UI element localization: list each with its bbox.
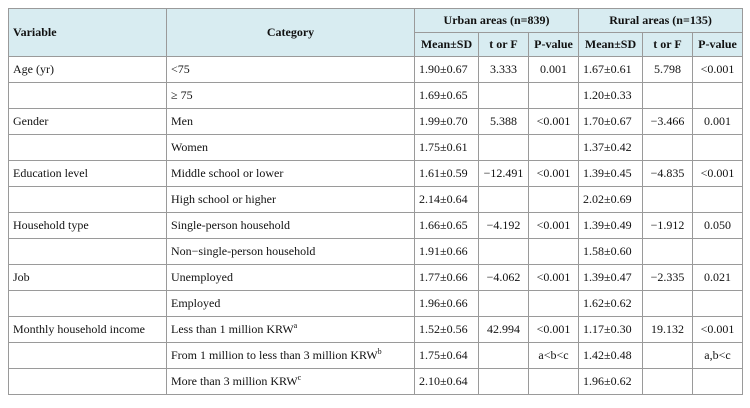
urban-p-value-cell	[529, 135, 579, 161]
variable-cell	[9, 369, 167, 395]
rural-mean-sd-cell	[579, 213, 643, 239]
urban-p-value-cell	[529, 187, 579, 213]
category-cell	[167, 265, 415, 291]
rural-p-value-cell	[693, 239, 743, 265]
urban-p-value-cell	[529, 239, 579, 265]
rural-t-or-f-cell	[643, 161, 693, 187]
urban-mean-sd-cell	[415, 83, 479, 109]
rural-mean-sd-cell	[579, 317, 643, 343]
urban-p-value-text: <0.001	[536, 166, 571, 180]
rural-mean-sd-text: 1.67±0.61	[583, 62, 632, 76]
rural-t-or-f-text: 19.132	[651, 322, 685, 336]
rural-p-value-cell	[693, 213, 743, 239]
urban-mean-sd-cell	[415, 343, 479, 369]
urban-t-or-f-text: 5.388	[490, 114, 517, 128]
category-text: Men	[171, 114, 193, 128]
category-cell	[167, 213, 415, 239]
rural-p-value-text: 0.050	[704, 218, 732, 232]
rural-p-value-cell	[693, 187, 743, 213]
rural-p-value-text: 0.001	[704, 114, 732, 128]
category-cell	[167, 369, 415, 395]
urban-mean-sd-text: 1.66±0.65	[419, 218, 468, 232]
category-text: From 1 million to less than 3 million KRW	[171, 348, 378, 362]
urban-mean-sd-cell	[415, 239, 479, 265]
category-text: Employed	[171, 296, 221, 310]
urban-t-or-f-cell	[479, 109, 529, 135]
urban-t-or-f-cell	[479, 213, 529, 239]
rural-t-or-f-cell	[643, 291, 693, 317]
category-text: Unemployed	[171, 270, 233, 284]
urban-p-value-cell	[529, 317, 579, 343]
header-urban-t-or-f: t or F	[479, 33, 529, 57]
rural-p-value-cell	[693, 369, 743, 395]
header-urban: Urban areas (n=839)	[415, 9, 579, 33]
rural-t-or-f-cell	[643, 213, 693, 239]
rural-mean-sd-cell	[579, 369, 643, 395]
urban-mean-sd-text: 1.61±0.59	[419, 166, 468, 180]
table-row	[9, 239, 743, 265]
rural-p-value-cell	[693, 135, 743, 161]
urban-t-or-f-cell	[479, 265, 529, 291]
urban-t-or-f-cell	[479, 317, 529, 343]
variable-text: Gender	[13, 114, 49, 128]
variable-text: Age (yr)	[13, 62, 54, 76]
category-cell	[167, 187, 415, 213]
header-rural-t-or-f: t or F	[643, 33, 693, 57]
category-cell	[167, 57, 415, 83]
urban-mean-sd-text: 1.96±0.66	[419, 296, 468, 310]
category-cell	[167, 83, 415, 109]
urban-t-or-f-cell	[479, 161, 529, 187]
rural-mean-sd-text: 2.02±0.69	[583, 192, 632, 206]
category-text: Single-person household	[171, 218, 290, 232]
rural-p-value-text: <0.001	[700, 166, 735, 180]
header-variable: Variable	[9, 9, 167, 57]
rural-p-value-cell	[693, 265, 743, 291]
rural-p-value-cell	[693, 317, 743, 343]
urban-p-value-cell	[529, 291, 579, 317]
urban-p-value-cell	[529, 83, 579, 109]
table-row	[9, 265, 743, 291]
rural-t-or-f-text: −3.466	[650, 114, 685, 128]
rural-t-or-f-cell	[643, 57, 693, 83]
rural-p-value-text: 0.021	[704, 270, 732, 284]
table-row	[9, 135, 743, 161]
urban-mean-sd-cell	[415, 317, 479, 343]
category-text: More than 3 million KRW	[171, 374, 298, 388]
urban-mean-sd-text: 2.14±0.64	[419, 192, 468, 206]
rural-mean-sd-text: 1.96±0.62	[583, 374, 632, 388]
category-text: Middle school or lower	[171, 166, 284, 180]
rural-mean-sd-cell	[579, 109, 643, 135]
urban-p-value-cell	[529, 265, 579, 291]
variable-cell	[9, 213, 167, 239]
rural-t-or-f-cell	[643, 317, 693, 343]
rural-p-value-text: a,b<c	[704, 348, 731, 362]
table-row	[9, 291, 743, 317]
urban-p-value-text: <0.001	[536, 218, 571, 232]
urban-p-value-cell	[529, 109, 579, 135]
urban-t-or-f-cell	[479, 291, 529, 317]
rural-p-value-cell	[693, 343, 743, 369]
rural-t-or-f-cell	[643, 135, 693, 161]
category-cell	[167, 135, 415, 161]
rural-t-or-f-cell	[643, 187, 693, 213]
header-urban-mean-sd: Mean±SD	[415, 33, 479, 57]
category-cell	[167, 109, 415, 135]
variable-text: Job	[13, 270, 30, 284]
variable-cell	[9, 239, 167, 265]
table-row	[9, 161, 743, 187]
category-text: Women	[171, 140, 209, 154]
urban-mean-sd-text: 1.52±0.56	[419, 322, 468, 336]
rural-mean-sd-text: 1.70±0.67	[583, 114, 632, 128]
urban-mean-sd-text: 1.75±0.61	[419, 140, 468, 154]
urban-t-or-f-cell	[479, 369, 529, 395]
rural-mean-sd-cell	[579, 265, 643, 291]
category-cell	[167, 317, 415, 343]
urban-mean-sd-cell	[415, 369, 479, 395]
urban-p-value-text: <0.001	[536, 270, 571, 284]
urban-t-or-f-text: −4.062	[486, 270, 521, 284]
rural-mean-sd-cell	[579, 239, 643, 265]
rural-t-or-f-cell	[643, 343, 693, 369]
table-row	[9, 317, 743, 343]
urban-mean-sd-cell	[415, 135, 479, 161]
urban-mean-sd-text: 1.77±0.66	[419, 270, 468, 284]
header-category: Category	[167, 9, 415, 57]
urban-t-or-f-cell	[479, 83, 529, 109]
urban-t-or-f-cell	[479, 187, 529, 213]
variable-cell	[9, 291, 167, 317]
variable-cell	[9, 135, 167, 161]
rural-mean-sd-cell	[579, 291, 643, 317]
rural-p-value-cell	[693, 109, 743, 135]
rural-mean-sd-cell	[579, 57, 643, 83]
rural-t-or-f-text: −4.835	[650, 166, 685, 180]
rural-mean-sd-text: 1.62±0.62	[583, 296, 632, 310]
header-urban-p-value: P-value	[529, 33, 579, 57]
table-row	[9, 213, 743, 239]
rural-mean-sd-text: 1.42±0.48	[583, 348, 632, 362]
urban-p-value-cell	[529, 343, 579, 369]
urban-mean-sd-text: 1.90±0.67	[419, 62, 468, 76]
variable-cell	[9, 343, 167, 369]
variable-cell	[9, 187, 167, 213]
urban-t-or-f-text: −4.192	[486, 218, 521, 232]
rural-mean-sd-cell	[579, 343, 643, 369]
category-cell	[167, 239, 415, 265]
urban-t-or-f-cell	[479, 343, 529, 369]
rural-p-value-cell	[693, 161, 743, 187]
category-footnote-marker: b	[377, 347, 382, 356]
category-text: Non−single-person household	[171, 244, 316, 258]
rural-p-value-cell	[693, 57, 743, 83]
rural-t-or-f-cell	[643, 109, 693, 135]
urban-mean-sd-text: 1.99±0.70	[419, 114, 468, 128]
rural-mean-sd-text: 1.58±0.60	[583, 244, 632, 258]
urban-mean-sd-cell	[415, 213, 479, 239]
urban-t-or-f-cell	[479, 239, 529, 265]
rural-t-or-f-cell	[643, 265, 693, 291]
table-row	[9, 83, 743, 109]
rural-t-or-f-text: −1.912	[650, 218, 685, 232]
rural-p-value-text: <0.001	[700, 322, 735, 336]
header-rural-p-value: P-value	[693, 33, 743, 57]
rural-mean-sd-text: 1.39±0.49	[583, 218, 632, 232]
table-row	[9, 187, 743, 213]
category-footnote-marker: c	[297, 373, 302, 382]
rural-mean-sd-cell	[579, 161, 643, 187]
variable-cell	[9, 57, 167, 83]
table-row	[9, 343, 743, 369]
urban-p-value-text: <0.001	[536, 114, 571, 128]
urban-mean-sd-text: 1.91±0.66	[419, 244, 468, 258]
urban-mean-sd-text: 1.75±0.64	[419, 348, 468, 362]
urban-mean-sd-cell	[415, 265, 479, 291]
rural-mean-sd-text: 1.39±0.47	[583, 270, 632, 284]
urban-mean-sd-text: 1.69±0.65	[419, 88, 468, 102]
urban-mean-sd-cell	[415, 187, 479, 213]
rural-t-or-f-cell	[643, 369, 693, 395]
urban-mean-sd-cell	[415, 57, 479, 83]
rural-t-or-f-text: −2.335	[650, 270, 685, 284]
rural-mean-sd-text: 1.37±0.42	[583, 140, 632, 154]
urban-p-value-text: 0.001	[540, 62, 567, 76]
variable-text: Household type	[13, 218, 89, 232]
category-footnote-marker: a	[293, 321, 298, 330]
rural-p-value-text: <0.001	[700, 62, 735, 76]
urban-p-value-cell	[529, 57, 579, 83]
urban-p-value-cell	[529, 161, 579, 187]
table-body	[9, 57, 743, 395]
rural-mean-sd-text: 1.39±0.45	[583, 166, 632, 180]
urban-t-or-f-text: 42.994	[487, 322, 520, 336]
variable-cell	[9, 265, 167, 291]
rural-t-or-f-cell	[643, 83, 693, 109]
variable-text: Monthly household income	[13, 322, 145, 336]
urban-t-or-f-cell	[479, 135, 529, 161]
rural-mean-sd-text: 1.20±0.33	[583, 88, 632, 102]
category-text: Less than 1 million KRW	[171, 322, 294, 336]
variable-cell	[9, 161, 167, 187]
urban-mean-sd-text: 2.10±0.64	[419, 374, 468, 388]
table-row	[9, 109, 743, 135]
rural-p-value-cell	[693, 83, 743, 109]
category-cell	[167, 343, 415, 369]
urban-p-value-text: <0.001	[536, 322, 571, 336]
category-cell	[167, 291, 415, 317]
urban-mean-sd-cell	[415, 161, 479, 187]
rural-mean-sd-cell	[579, 135, 643, 161]
variable-cell	[9, 109, 167, 135]
variable-cell	[9, 83, 167, 109]
category-text: High school or higher	[171, 192, 276, 206]
urban-p-value-cell	[529, 213, 579, 239]
variable-text: Education level	[13, 166, 88, 180]
urban-t-or-f-cell	[479, 57, 529, 83]
header-rural-mean-sd: Mean±SD	[579, 33, 643, 57]
urban-mean-sd-cell	[415, 109, 479, 135]
rural-t-or-f-text: 5.798	[654, 62, 682, 76]
rural-mean-sd-cell	[579, 83, 643, 109]
urban-mean-sd-cell	[415, 291, 479, 317]
category-text: ≥ 75	[171, 88, 193, 102]
table-row	[9, 57, 743, 83]
table-row	[9, 369, 743, 395]
urban-p-value-text: a<b<c	[538, 348, 569, 362]
category-text: <75	[171, 62, 190, 76]
rural-p-value-cell	[693, 291, 743, 317]
urban-p-value-cell	[529, 369, 579, 395]
category-cell	[167, 161, 415, 187]
rural-t-or-f-cell	[643, 239, 693, 265]
urban-t-or-f-text: 3.333	[490, 62, 517, 76]
variable-cell	[9, 317, 167, 343]
rural-mean-sd-text: 1.17±0.30	[583, 322, 632, 336]
urban-t-or-f-text: −12.491	[483, 166, 524, 180]
results-table	[8, 8, 743, 395]
header-rural: Rural areas (n=135)	[579, 9, 743, 33]
rural-mean-sd-cell	[579, 187, 643, 213]
